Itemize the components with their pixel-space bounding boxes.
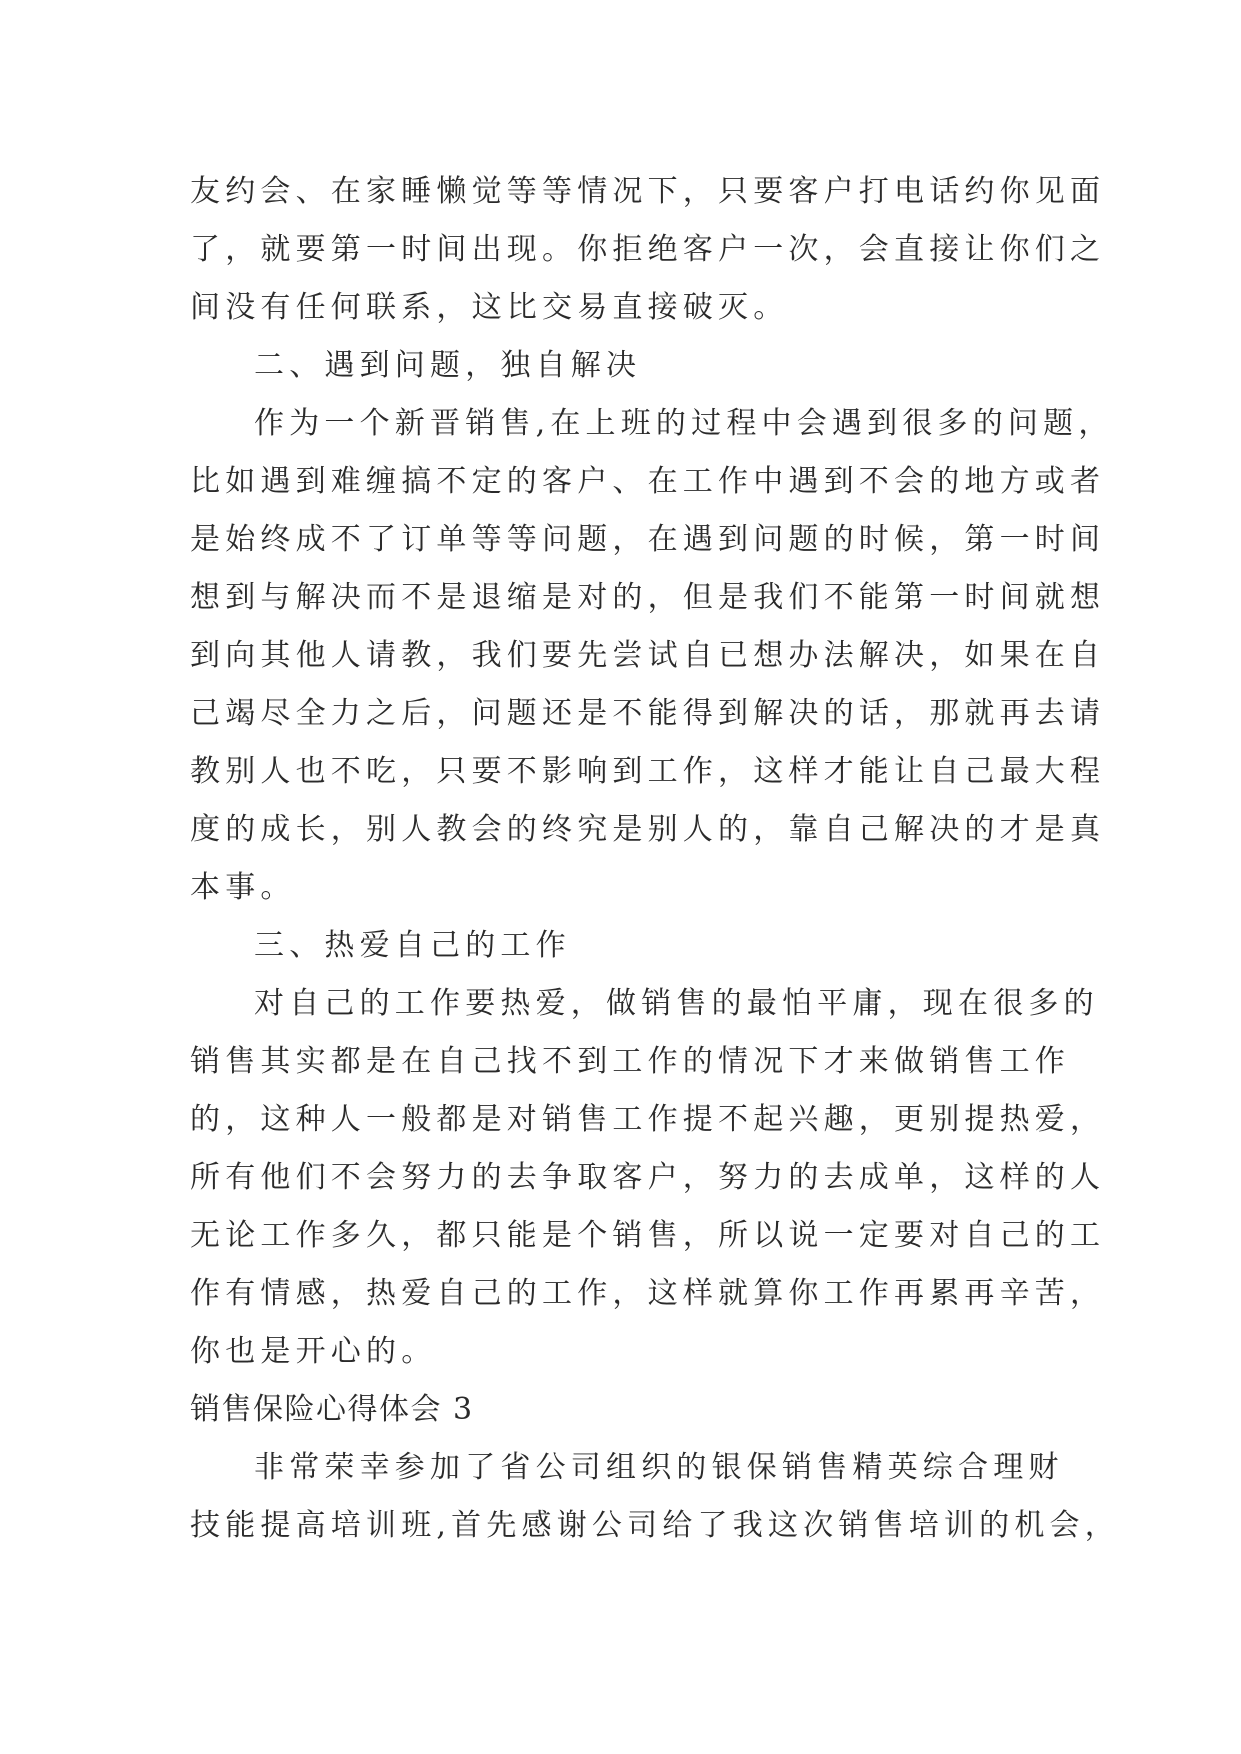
- document-body: [190, 163, 1120, 1555]
- document-title: 销售保险心得体会 3: [190, 1392, 474, 1427]
- paragraph-first-line: 作为一个新晋销售,在上班的过程中会遇到很多的问题，: [254, 406, 1114, 441]
- paragraph-first-line: 非常荣幸参加了省公司组织的银保销售精英综合理财: [254, 1450, 1064, 1485]
- text-line: 你也是开心的。: [190, 1334, 437, 1369]
- section-heading: 二、遇到问题，独自解决: [254, 348, 642, 383]
- text-line: 的，这种人一般都是对销售工作提不起兴趣，更别提热爱，: [190, 1102, 1106, 1137]
- text-line: 想到与解决而不是退缩是对的，但是我们不能第一时间就想: [190, 580, 1106, 615]
- text-line: 到向其他人请教，我们要先尝试自已想办法解决，如果在自: [190, 638, 1106, 673]
- text-line: 了，就要第一时间出现。你拒绝客户一次，会直接让你们之: [190, 232, 1106, 267]
- text-line: 技能提高培训班,首先感谢公司给了我这次销售培训的机会，: [190, 1508, 1120, 1543]
- text-line: 度的成长，别人教会的终究是别人的，靠自己解决的才是真: [190, 812, 1106, 847]
- paragraph-first-line: 对自己的工作要热爱，做销售的最怕平庸，现在很多的: [254, 986, 1099, 1021]
- text-line: 本事。: [190, 870, 296, 905]
- text-line: 作有情感，热爱自己的工作，这样就算你工作再累再辛苦，: [190, 1276, 1106, 1311]
- text-line: 间没有任何联系，这比交易直接破灭。: [190, 290, 789, 325]
- text-line: 己竭尽全力之后，问题还是不能得到解决的话，那就再去请: [190, 696, 1106, 731]
- text-line: 所有他们不会努力的去争取客户，努力的去成单，这样的人: [190, 1160, 1106, 1195]
- section-heading: 三、热爱自己的工作: [254, 928, 571, 963]
- text-line: 无论工作多久，都只能是个销售，所以说一定要对自己的工: [190, 1218, 1106, 1253]
- text-line: 友约会、在家睡懒觉等等情况下，只要客户打电话约你见面: [190, 174, 1106, 209]
- text-line: 是始终成不了订单等等问题，在遇到问题的时候，第一时间: [190, 522, 1106, 557]
- text-line: 销售其实都是在自己找不到工作的情况下才来做销售工作: [190, 1044, 1070, 1079]
- text-line: 教别人也不吃，只要不影响到工作，这样才能让自己最大程: [190, 754, 1106, 789]
- text-line: 比如遇到难缠搞不定的客户、在工作中遇到不会的地方或者: [190, 464, 1106, 499]
